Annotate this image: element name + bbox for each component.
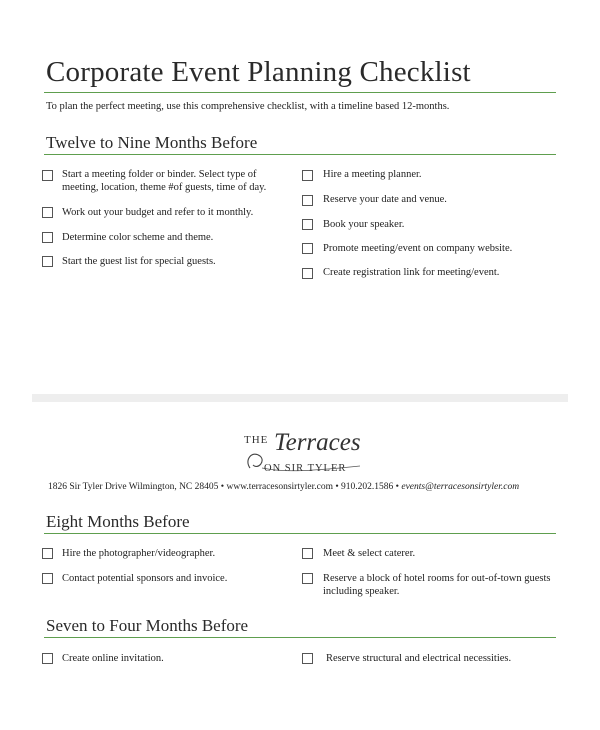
checklist-item: Reserve your date and venue. [323, 194, 447, 205]
svg-text:THE: THE [244, 434, 269, 446]
checklist-item: Work out your budget and refer to it monthly. [62, 207, 254, 218]
separator: • [395, 482, 399, 492]
section-rule [44, 154, 556, 155]
terraces-logo [242, 428, 367, 480]
checkbox[interactable] [42, 170, 53, 181]
checklist-item: Start a meeting folder or binder. Select type of meeting, location, theme #of guests, time of day. [62, 169, 267, 193]
checklist-item: Book your speaker. [323, 219, 405, 230]
section-heading-twelve-to-nine: Twelve to Nine Months Before [46, 133, 258, 152]
section-rule [44, 533, 556, 534]
checklist-item: Contact potential sponsors and invoice. [62, 573, 228, 584]
checkbox[interactable] [302, 170, 313, 181]
phone-number: 910.202.1586 [341, 482, 394, 492]
checkbox[interactable] [42, 207, 53, 218]
checklist-item: Create online invitation. [62, 653, 164, 664]
section-heading-eight-months: Eight Months Before [46, 512, 190, 531]
checkbox[interactable] [302, 268, 313, 279]
checkbox[interactable] [302, 219, 313, 230]
logo-graphic [242, 428, 367, 480]
checklist-item: Hire the photographer/videographer. [62, 548, 216, 559]
checklist-item: Reserve a block of hotel rooms for out-of-town guests including speaker. [323, 573, 551, 597]
page-title: Corporate Event Planning Checklist [46, 56, 471, 88]
checkbox[interactable] [302, 243, 313, 254]
svg-text:Terraces: Terraces [274, 429, 361, 456]
checkbox[interactable] [42, 548, 53, 559]
contact-address [48, 482, 519, 492]
checkbox[interactable] [302, 195, 313, 206]
checkbox[interactable] [302, 548, 313, 559]
street-address: 1826 Sir Tyler Drive Wilmington, NC 28405 [48, 482, 219, 492]
section-rule [44, 637, 556, 638]
checklist-item: Hire a meeting planner. [323, 169, 422, 180]
intro-text: To plan the perfect meeting, use this comprehensive checklist, with a timeline based 12-months. [46, 101, 450, 112]
checkbox[interactable] [42, 232, 53, 243]
separator: • [335, 482, 339, 492]
page-break [32, 394, 568, 402]
checkbox[interactable] [42, 256, 53, 267]
checklist-item: Start the guest list for special guests. [62, 256, 216, 267]
checkbox[interactable] [42, 573, 53, 584]
website-link[interactable]: www.terracesonsirtyler.com [226, 482, 333, 492]
checkbox[interactable] [302, 573, 313, 584]
checkbox[interactable] [302, 653, 313, 664]
checklist-item: Promote meeting/event on company website. [323, 243, 513, 254]
title-rule [44, 92, 556, 93]
section-heading-seven-to-four: Seven to Four Months Before [46, 616, 249, 635]
checklist-item: Determine color scheme and theme. [62, 232, 214, 243]
separator: • [220, 482, 225, 492]
checklist-item: Create registration link for meeting/event. [323, 267, 500, 278]
email-link[interactable]: events@terracesonsirtyler.com [401, 482, 520, 492]
svg-text:ON SIR TYLER: ON SIR TYLER [264, 463, 347, 474]
checkbox[interactable] [42, 653, 53, 664]
checklist-item: Meet & select caterer. [323, 548, 416, 559]
checklist-item: Reserve structural and electrical necessities. [326, 653, 512, 664]
